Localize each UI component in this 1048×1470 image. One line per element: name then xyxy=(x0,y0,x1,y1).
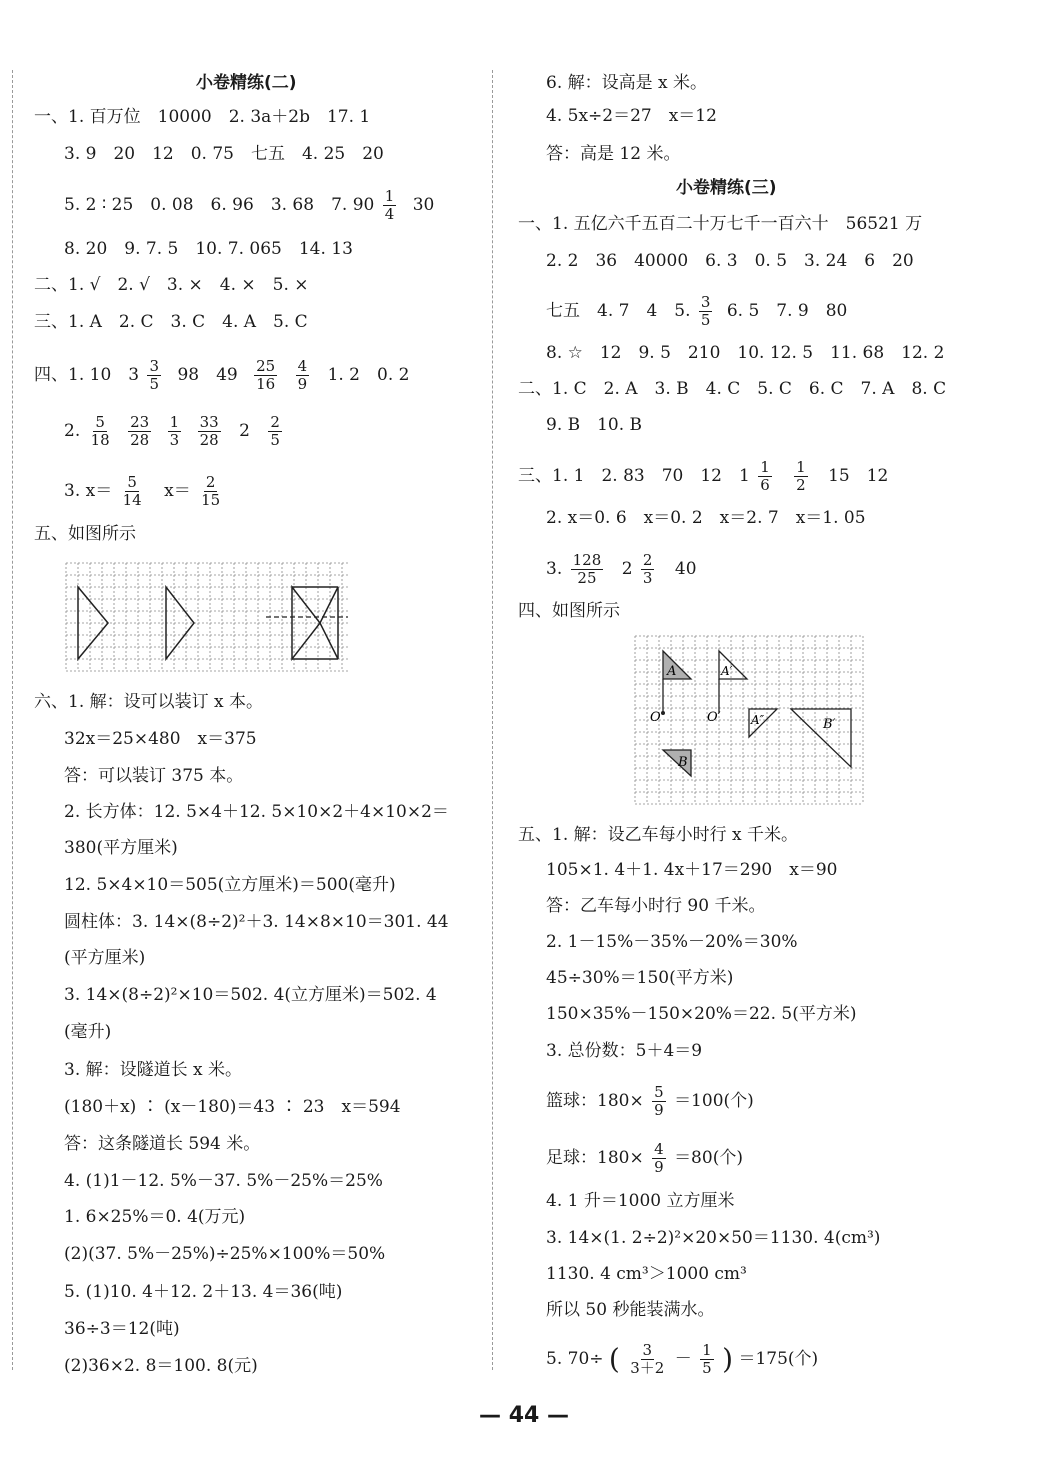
right-s4: 四、如图所示 xyxy=(518,601,620,621)
left-s1-line2: 3. 9 20 12 0. 75 七五 4. 25 20 xyxy=(64,144,384,164)
page-number: — 44 — xyxy=(479,1403,569,1428)
fraction: $\frac{128}{25}$ xyxy=(572,551,602,587)
left-s6-line12: (180＋x) ∶ (x－180)＝43 ∶ 23 x＝594 xyxy=(64,1097,401,1117)
left-s1-line4: 8. 20 9. 7. 5 10. 7. 065 14. 13 xyxy=(64,239,353,259)
label-b: B xyxy=(678,755,688,770)
left-s4-line3 xyxy=(64,474,225,509)
q5-text: 5. 70÷ xyxy=(546,1349,604,1369)
fraction: $\frac{2}{15}$ xyxy=(201,473,221,509)
left-s4-line2-num: 2. xyxy=(64,421,81,441)
fraction: $\frac{2}{3}$ xyxy=(642,551,653,587)
right-s3-line2: 2. x＝0. 6 x＝0. 2 x＝2. 7 x＝1. 05 xyxy=(546,508,866,528)
left-s6-line3: 答：可以装订 375 本。 xyxy=(64,766,244,786)
right-s5-line2: 105×1. 4＋1. 4x＋17＝290 x＝90 xyxy=(546,860,838,880)
left-s6-line15: 1. 6×25%＝0. 4(万元) xyxy=(64,1207,246,1227)
left-s6-line10: (毫升) xyxy=(64,1022,112,1042)
label-b-prime: B′ xyxy=(823,717,836,732)
fraction: $\frac{1}{6}$ xyxy=(760,458,770,494)
label-o: O xyxy=(650,710,661,725)
football-text: 足球：180× xyxy=(546,1148,644,1168)
minus-sign: － xyxy=(674,1349,692,1369)
left-s6-line2: 32x＝25×480 x＝375 xyxy=(64,729,257,749)
right-s1-line1: 一、1. 五亿六千五百二十万七千一百六十 56521 万 xyxy=(518,214,923,234)
right-s5-line3: 答：乙车每小时行 90 千米。 xyxy=(546,896,766,916)
left-s6-line6: 12. 5×4×10＝505(立方厘米)＝500(毫升) xyxy=(64,875,396,895)
left-s4-line2-mid: 2 xyxy=(239,421,250,441)
q5-result: ＝175(个) xyxy=(738,1349,819,1369)
football-result: ＝80(个) xyxy=(674,1148,743,1168)
label-a: A xyxy=(667,664,677,679)
right-s2-line1: 二、1. C 2. A 3. B 4. C 5. C 6. C 7. A 8. C xyxy=(518,379,947,399)
fraction: $\frac{4}{9}$ xyxy=(654,1140,664,1176)
right-s5b-line1 xyxy=(546,1084,754,1119)
left-s4-line1-mid: 98 49 xyxy=(177,365,238,385)
right-s1-line3 xyxy=(546,294,847,329)
left-grid-figure xyxy=(62,559,352,675)
left-s6-line8: (平方厘米) xyxy=(64,948,146,968)
grid-lines xyxy=(66,563,348,671)
fraction: $\frac{5}{14}$ xyxy=(122,473,142,509)
left-s6-line4: 2. 长方体：12. 5×4＋12. 5×10×2＋4×10×2＝ xyxy=(64,802,449,822)
left-s4-line3-text: 3. x＝ xyxy=(64,481,113,501)
shape-b-prime xyxy=(791,709,851,767)
fraction: $\frac{3}{5}$ xyxy=(149,357,160,393)
left-s4-line3-mid: x＝ xyxy=(164,481,191,501)
fraction: $\frac{1}{2}$ xyxy=(796,458,806,494)
right-grid-figure xyxy=(633,633,865,809)
left-s5: 五、如图所示 xyxy=(34,524,136,544)
right-s5b-line5: 1130. 4 cm³＞1000 cm³ xyxy=(546,1264,747,1284)
point-o xyxy=(661,711,665,715)
right-s1-line3-end: 6. 5 7. 9 80 xyxy=(726,301,848,321)
right-s5b-line7 xyxy=(546,1342,818,1377)
right-s1-line2: 2. 2 36 40000 6. 3 0. 5 3. 24 6 20 xyxy=(546,251,914,271)
right-paren: ) xyxy=(722,1342,734,1376)
right-s1-line4: 8. ☆ 12 9. 5 210 10. 12. 5 11. 68 12. 2 xyxy=(546,343,945,363)
left-s4-line1-end: 1. 2 0. 2 xyxy=(327,365,410,385)
right-s5-line4: 2. 1－15%－35%－20%＝30% xyxy=(546,932,798,952)
right-top-line2: 4. 5x÷2＝27 x＝12 xyxy=(546,106,717,126)
fraction: $\frac{33}{28}$ xyxy=(199,413,219,449)
right-s5-line1: 五、1. 解：设乙车每小时行 x 千米。 xyxy=(518,825,799,845)
left-s4-line1-text: 四、1. 10 3 xyxy=(34,365,140,385)
left-s1-line1: 一、1. 百万位 10000 2. 3a＋2b 17. 1 xyxy=(34,107,371,127)
right-s3-line3 xyxy=(546,552,697,587)
right-s5-line6: 150×35%－150×20%＝22. 5(平方米) xyxy=(546,1004,857,1024)
right-s3-line1-end: 15 12 xyxy=(828,466,889,486)
right-s3-line3-mid: 2 xyxy=(621,559,633,579)
fraction: $\frac{1}{4}$ xyxy=(384,187,395,223)
right-s3-line3-end: 40 xyxy=(674,559,697,579)
left-s3: 三、1. A 2. C 3. C 4. A 5. C xyxy=(34,312,308,332)
fraction: $\frac{5}{9}$ xyxy=(654,1083,664,1119)
right-s5b-line2 xyxy=(546,1141,743,1176)
left-s6-line13: 答：这条隧道长 594 米。 xyxy=(64,1134,261,1154)
left-s6-line18: 36÷3＝12(吨) xyxy=(64,1319,180,1339)
right-top-line3: 答：高是 12 米。 xyxy=(546,144,681,164)
basketball-text: 篮球：180× xyxy=(546,1091,644,1111)
left-s2: 二、1. √ 2. √ 3. × 4. × 5. × xyxy=(34,275,309,295)
center-divider xyxy=(492,70,493,1370)
right-s5b-line6: 所以 50 秒能装满水。 xyxy=(546,1300,715,1320)
fraction: $\frac{4}{9}$ xyxy=(297,357,308,393)
right-s5b-line3: 4. 1 升＝1000 立方厘米 xyxy=(546,1191,735,1211)
fraction: $\frac{2}{5}$ xyxy=(270,413,280,449)
label-a-prime: A′ xyxy=(721,664,733,678)
left-s6-line19: (2)36×2. 8＝100. 8(元) xyxy=(64,1356,258,1376)
right-top-line1: 6. 解：设高是 x 米。 xyxy=(546,73,708,93)
section-title-2: 小卷精练(二) xyxy=(196,73,297,93)
left-s4-line2 xyxy=(64,414,285,449)
left-s6-line11: 3. 解：设隧道长 x 米。 xyxy=(64,1060,243,1080)
label-o-prime: O′ xyxy=(707,710,721,725)
fraction: $\frac{3}{5}$ xyxy=(700,293,711,329)
fraction: $\frac{25}{16}$ xyxy=(256,357,276,393)
right-s5-line5: 45÷30%＝150(平方米) xyxy=(546,968,734,988)
left-s6-line7: 圆柱体：3. 14×(8÷2)²＋3. 14×8×10＝301. 44 xyxy=(64,912,449,932)
section-title-3: 小卷精练(三) xyxy=(676,178,777,198)
left-s6-line5: 380(平方厘米) xyxy=(64,838,178,858)
fraction: $\frac{1}{5}$ xyxy=(702,1341,712,1377)
right-s3-line1-text: 三、1. 1 2. 83 70 12 1 xyxy=(518,466,750,486)
right-s5-line7: 3. 总份数：5＋4＝9 xyxy=(546,1041,703,1061)
left-s6-line9: 3. 14×(8÷2)²×10＝502. 4(立方厘米)＝502. 4 xyxy=(64,985,437,1005)
basketball-result: ＝100(个) xyxy=(674,1091,754,1111)
fraction: $\frac{5}{18}$ xyxy=(90,413,110,449)
left-s1-line3-end: 30 xyxy=(412,195,435,215)
fraction: $\frac{3}{3+2}$ xyxy=(630,1341,665,1377)
right-s2-line2: 9. B 10. B xyxy=(546,415,643,435)
right-s1-line3-text: 七五 4. 7 4 5. xyxy=(546,301,691,321)
left-s6-line14: 4. (1)1－12. 5%－37. 5%－25%＝25% xyxy=(64,1171,383,1191)
left-s6-line16: (2)(37. 5%－25%)÷25%×100%＝50% xyxy=(64,1244,386,1264)
left-s4-line1 xyxy=(34,358,409,393)
left-s1-line3-text: 5. 2 ∶ 25 0. 08 6. 96 3. 68 7. 90 xyxy=(64,195,375,215)
left-s6-line17: 5. (1)10. 4＋12. 2＋13. 4＝36(吨) xyxy=(64,1282,343,1302)
left-s6-line1: 六、1. 解：设可以装订 x 本。 xyxy=(34,692,264,712)
label-a-double-prime: A″ xyxy=(751,713,765,727)
fraction: $\frac{1}{3}$ xyxy=(169,413,180,449)
left-paren: ( xyxy=(608,1342,620,1376)
left-margin-rule xyxy=(12,70,13,1370)
fraction: $\frac{23}{28}$ xyxy=(130,413,150,449)
right-s3-line3-num: 3. xyxy=(546,559,563,579)
right-s3-line1 xyxy=(518,459,888,494)
left-s1-line3 xyxy=(64,188,434,223)
right-s5b-line4: 3. 14×(1. 2÷2)²×20×50＝1130. 4(cm³) xyxy=(546,1228,881,1248)
